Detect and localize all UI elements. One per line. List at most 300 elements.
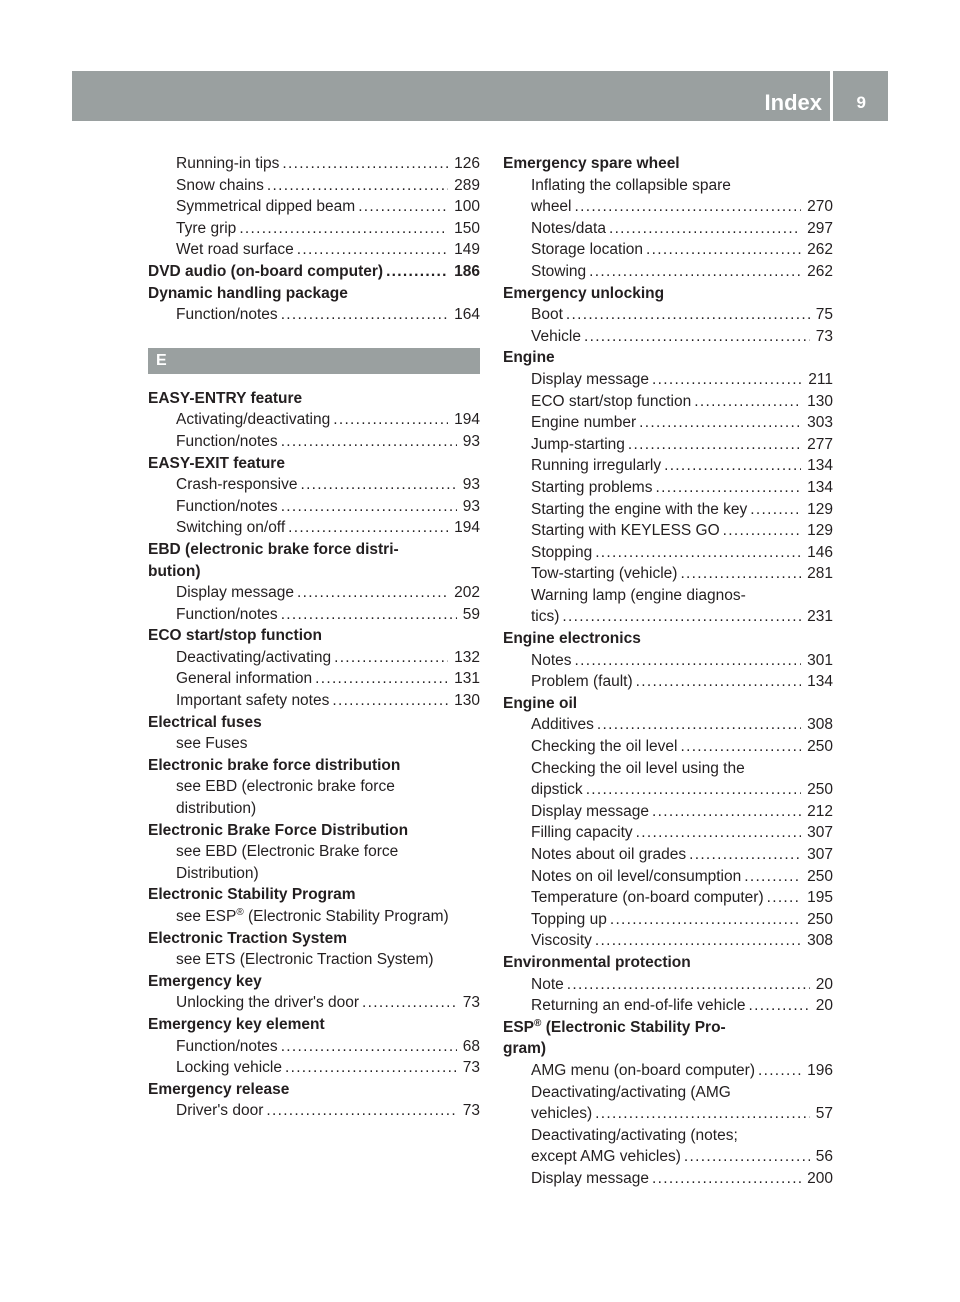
entry-label: Snow chains [176, 176, 264, 194]
dot-leader [281, 604, 457, 626]
dot-leader [567, 974, 810, 996]
page-reference[interactable]: 270 [807, 198, 833, 216]
entry-label: Locking vehicle [176, 1059, 282, 1077]
entry-label: Display message [176, 584, 295, 602]
index-heading [503, 283, 833, 305]
page-reference[interactable]: 134 [807, 673, 833, 691]
index-subentry [503, 520, 833, 542]
dot-leader [282, 153, 448, 175]
entry-text [148, 541, 399, 558]
entry-label: Inflating the collapsible spare [531, 176, 731, 194]
page-reference[interactable]: 93 [462, 476, 480, 494]
entry-label: Deactivating/activating (notes; [531, 1126, 738, 1144]
index-subentry [503, 391, 833, 413]
index-subentry [148, 1100, 480, 1122]
index-subentry [503, 412, 833, 434]
entry-text [176, 474, 300, 496]
entry-text [531, 391, 694, 413]
index-subentry [503, 995, 833, 1017]
page-reference[interactable]: 281 [807, 565, 833, 583]
dot-leader [297, 239, 448, 261]
entry-label: Additives [531, 716, 594, 734]
dot-leader [610, 909, 801, 931]
entry-text [531, 196, 575, 218]
entry-text [176, 800, 256, 817]
index-heading [148, 261, 480, 283]
index-subentry [503, 1060, 833, 1082]
page-reference[interactable]: 250 [807, 867, 833, 885]
page-reference[interactable]: 132 [454, 648, 480, 666]
entry-label: Warning lamp (engine diagnos- [531, 586, 746, 604]
entry-text [531, 587, 746, 604]
header-bar [72, 71, 888, 121]
entry-label: Switching on/off [176, 519, 286, 537]
entry-text [148, 1081, 289, 1098]
entry-label: Display message [531, 370, 650, 388]
dot-leader [646, 239, 801, 261]
entry-label: ESP [503, 1018, 535, 1036]
entry-text [531, 909, 610, 931]
entry-label: gram) [503, 1040, 547, 1058]
dot-leader [664, 455, 801, 477]
entry-label: Notes about oil grades [531, 846, 687, 863]
entry-text [176, 496, 281, 518]
entry-text [531, 1146, 684, 1168]
entry-label: Starting the engine with the key [531, 500, 748, 518]
index-subentry [148, 517, 480, 539]
index-subentry [503, 1168, 833, 1190]
dot-leader [589, 261, 801, 283]
index-heading [503, 952, 833, 974]
index-subentry [503, 909, 833, 931]
index-subentry [148, 690, 480, 712]
entry-text [176, 431, 281, 453]
entry-text [531, 1103, 595, 1125]
entry-label: Emergency release [148, 1080, 290, 1098]
entry-label: Symmetrical dipped beam [176, 198, 356, 216]
dot-leader [655, 477, 801, 499]
entry-label: Problem (fault) [531, 673, 633, 691]
entry-text [148, 261, 386, 283]
dot-leader [584, 326, 810, 348]
index-subentry [148, 798, 480, 820]
page-reference[interactable]: 150 [454, 219, 480, 237]
page-reference[interactable]: 164 [454, 306, 480, 324]
index-subentry [503, 844, 833, 866]
page-reference[interactable]: 262 [807, 262, 833, 280]
entry-text [176, 865, 259, 882]
page-reference[interactable]: 75 [815, 306, 833, 324]
entry-text [531, 844, 689, 866]
entry-text [531, 1168, 652, 1190]
entry-text [148, 455, 285, 472]
entry-text [531, 866, 744, 888]
dot-leader [358, 196, 448, 218]
entry-label: Notes on oil level/consumption [531, 867, 742, 885]
index-heading [503, 153, 833, 175]
dot-leader [652, 369, 802, 391]
index-subentry [503, 455, 833, 477]
index-subentry [148, 239, 480, 261]
entry-text [176, 304, 281, 326]
entry-label: vehicles) [531, 1105, 593, 1123]
index-subentry [148, 604, 480, 626]
index-subentry [503, 650, 833, 672]
page-reference[interactable]: 20 [815, 997, 833, 1015]
entry-text [176, 218, 239, 240]
entry-label: Notes [531, 651, 572, 669]
page-reference[interactable]: 297 [807, 219, 833, 237]
dot-leader [281, 304, 448, 326]
dot-leader [744, 866, 801, 888]
entry-text [176, 690, 332, 712]
dot-leader [281, 431, 457, 453]
entry-text [148, 757, 400, 774]
entry-text [531, 760, 745, 777]
entry-label: Electronic Traction System [148, 929, 347, 947]
page-reference[interactable]: 93 [462, 497, 480, 515]
dot-leader [562, 606, 801, 628]
entry-text [531, 1084, 731, 1101]
page-reference[interactable]: 149 [454, 241, 480, 259]
index-group-d [148, 153, 480, 326]
entry-text [176, 582, 297, 604]
entry-label: Emergency key [148, 972, 262, 990]
entry-label: Function/notes [176, 497, 278, 515]
entry-text [176, 239, 297, 261]
entry-label: Function/notes [176, 432, 278, 450]
entry-text [503, 695, 577, 712]
index-heading [148, 820, 480, 842]
entry-label: Tyre grip [176, 219, 237, 237]
dot-leader [694, 391, 801, 413]
dot-leader [597, 714, 801, 736]
index-subentry [503, 974, 833, 996]
index-subentry [148, 409, 480, 431]
dot-leader [386, 261, 448, 283]
index-group-e-continued [503, 153, 833, 1190]
entry-label: Display message [531, 802, 650, 820]
entry-text [148, 1016, 325, 1033]
dot-leader [566, 304, 810, 326]
entry-label: Temperature (on-board computer) [531, 889, 764, 907]
page-reference[interactable]: 301 [807, 651, 833, 669]
page-reference[interactable]: 134 [807, 478, 833, 496]
dot-leader [758, 1060, 801, 1082]
entry-text [176, 604, 281, 626]
entry-text [176, 778, 395, 795]
entry-text [531, 434, 628, 456]
page-reference[interactable]: 212 [807, 802, 833, 820]
page-reference[interactable]: 195 [807, 889, 833, 907]
dot-leader [652, 801, 801, 823]
page-reference[interactable]: 250 [807, 781, 833, 799]
page-reference[interactable]: 68 [462, 1037, 480, 1055]
entry-text [531, 499, 750, 521]
dot-leader [300, 474, 456, 496]
page-reference[interactable]: 308 [807, 716, 833, 734]
entry-label: Emergency key element [148, 1015, 325, 1033]
entry-text [531, 304, 566, 326]
entry-label: Engine electronics [503, 630, 641, 648]
entry-text [531, 563, 680, 585]
entry-label: Electronic Stability Program [148, 886, 356, 904]
page-reference[interactable]: 186 [454, 262, 480, 280]
page-reference[interactable]: 194 [454, 519, 480, 537]
entry-label: Deactivating/activating [176, 648, 332, 666]
index-subentry [148, 1057, 480, 1079]
dot-leader [586, 779, 801, 801]
index-subentry [148, 431, 480, 453]
entry-label: EASY-EXIT feature [148, 454, 285, 472]
entry-label: Function/notes [176, 306, 278, 324]
dot-leader [575, 650, 802, 672]
page-reference[interactable]: 93 [462, 432, 480, 450]
entry-label: DVD audio (on-board computer) [148, 262, 384, 280]
dot-leader [266, 1100, 456, 1122]
entry-text [531, 736, 680, 758]
entry-text [176, 517, 288, 539]
index-heading [148, 539, 480, 561]
page-reference[interactable]: 129 [807, 500, 833, 518]
page-reference[interactable]: 202 [454, 584, 480, 602]
dot-leader [315, 668, 448, 690]
page-reference[interactable]: 130 [454, 692, 480, 710]
page-reference[interactable]: 250 [807, 738, 833, 756]
page-reference[interactable]: 303 [807, 414, 833, 432]
entry-label: ECO start/stop function [148, 627, 322, 645]
index-heading [148, 625, 480, 647]
index-subentry [503, 369, 833, 391]
page-reference[interactable]: 196 [807, 1061, 833, 1079]
entry-label: Function/notes [176, 605, 278, 623]
entry-text [531, 930, 595, 952]
page-reference[interactable]: 250 [807, 910, 833, 928]
entry-label-continued: (Electronic Stability Program) [243, 908, 449, 925]
index-subentry [148, 496, 480, 518]
page-reference[interactable]: 73 [815, 327, 833, 345]
index-subentry [503, 822, 833, 844]
index-heading [148, 283, 480, 305]
index-heading [148, 388, 480, 410]
index-subentry [503, 866, 833, 888]
entry-text [531, 218, 609, 240]
dot-leader [680, 736, 801, 758]
dot-leader [767, 887, 802, 909]
index-column-right [503, 153, 833, 1190]
page-reference[interactable]: 307 [807, 824, 833, 842]
index-heading [503, 1038, 833, 1060]
entry-text [176, 908, 449, 925]
entry-text [503, 1040, 546, 1057]
entry-label: bution) [148, 562, 201, 580]
entry-text [531, 801, 652, 823]
dot-leader [652, 1168, 801, 1190]
page-reference[interactable]: 200 [807, 1169, 833, 1187]
page-reference[interactable]: 146 [807, 543, 833, 561]
dot-leader [575, 196, 802, 218]
entry-label: Running irregularly [531, 457, 662, 475]
entry-text [531, 261, 589, 283]
entry-label: Filling capacity [531, 824, 633, 842]
index-heading [148, 755, 480, 777]
entry-text [531, 671, 636, 693]
index-subentry [503, 326, 833, 348]
entry-text [531, 995, 749, 1017]
entry-text [176, 175, 267, 197]
entry-label: Tow-starting (vehicle) [531, 565, 678, 583]
entry-label: distribution) [176, 800, 257, 818]
page-reference[interactable]: 307 [807, 846, 833, 863]
page-reference[interactable]: 73 [462, 994, 480, 1012]
entry-text [148, 563, 201, 580]
entry-label: Function/notes [176, 1037, 278, 1055]
page-reference[interactable]: 20 [815, 975, 833, 993]
page-reference[interactable]: 289 [454, 176, 480, 194]
entry-label: Engine number [531, 414, 637, 432]
index-heading [503, 693, 833, 715]
index-subentry [503, 779, 833, 801]
page-reference[interactable]: 262 [807, 241, 833, 259]
index-subentry [148, 474, 480, 496]
entry-label: Checking the oil level using the [531, 759, 745, 777]
page-reference[interactable]: 308 [807, 932, 833, 950]
entry-label: Dynamic handling package [148, 284, 348, 302]
page-reference[interactable]: 57 [815, 1105, 833, 1123]
section-letter-bar [148, 348, 480, 374]
dot-leader [750, 499, 801, 521]
entry-label: Deactivating/activating (AMG [531, 1083, 731, 1101]
index-subentry [503, 736, 833, 758]
entry-text [176, 1036, 281, 1058]
entry-text [531, 606, 562, 628]
index-subentry [148, 153, 480, 175]
page-reference[interactable]: 59 [462, 605, 480, 623]
index-subentry [503, 239, 833, 261]
index-subentry [503, 304, 833, 326]
index-subentry [503, 477, 833, 499]
page-reference[interactable]: 134 [807, 457, 833, 475]
entry-text [503, 349, 555, 366]
entry-label: dipstick [531, 781, 583, 799]
page-reference[interactable]: 131 [454, 670, 480, 688]
index-subentry [148, 841, 480, 863]
entry-label: see Fuses [176, 735, 248, 753]
entry-text [503, 954, 691, 971]
entry-label: Activating/deactivating [176, 411, 331, 429]
dot-leader [636, 822, 801, 844]
page-reference[interactable]: 56 [815, 1148, 833, 1166]
index-subentry [148, 668, 480, 690]
index-subentry [503, 499, 833, 521]
entry-label: Unlocking the driver's door [176, 994, 360, 1012]
entry-text [176, 153, 282, 175]
entry-label: Electrical fuses [148, 713, 262, 731]
entry-label: Crash-responsive [176, 476, 298, 494]
page-reference[interactable]: 73 [462, 1059, 480, 1077]
entry-text [176, 409, 333, 431]
index-subentry [503, 758, 833, 780]
dot-leader [628, 434, 801, 456]
entry-label: see ETS (Electronic Traction System) [176, 951, 434, 969]
entry-label: Distribution) [176, 864, 259, 882]
entry-label: Emergency unlocking [503, 284, 665, 302]
index-heading [503, 628, 833, 650]
entry-text [531, 455, 664, 477]
index-subentry [503, 261, 833, 283]
index-heading [148, 453, 480, 475]
entry-text [531, 177, 731, 194]
entry-text [176, 1057, 285, 1079]
page-reference[interactable]: 277 [807, 435, 833, 453]
index-subentry [148, 863, 480, 885]
entry-text [531, 239, 646, 261]
page-reference[interactable]: 126 [454, 155, 480, 172]
index-subentry [148, 196, 480, 218]
entry-text [176, 1100, 266, 1122]
page-reference[interactable]: 129 [807, 522, 833, 540]
dot-leader [723, 520, 801, 542]
entry-text [531, 477, 655, 499]
entry-text [531, 542, 595, 564]
index-subentry [503, 801, 833, 823]
entry-text [531, 779, 586, 801]
dot-leader [609, 218, 801, 240]
index-subentry [503, 1103, 833, 1125]
entry-text [176, 647, 334, 669]
entry-label-continued: (Electronic Stability Pro- [541, 1018, 726, 1036]
dot-leader [267, 175, 448, 197]
entry-text [503, 155, 680, 172]
entry-label: Jump-starting [531, 435, 625, 453]
dot-leader [595, 1103, 810, 1125]
entry-label: Checking the oil level [531, 738, 678, 756]
entry-label: Returning an end-of-life vehicle [531, 997, 746, 1015]
entry-label: Topping up [531, 910, 607, 928]
index-subentry [503, 563, 833, 585]
entry-label: see EBD (electronic brake force [176, 778, 395, 796]
entry-label: General information [176, 670, 313, 688]
header-divider [830, 71, 833, 121]
entry-text [176, 668, 315, 690]
index-column-left [148, 153, 480, 1122]
page-reference[interactable]: 211 [808, 370, 833, 388]
dot-leader [680, 563, 801, 585]
index-subentry [503, 671, 833, 693]
page-reference[interactable]: 73 [462, 1102, 480, 1120]
entry-label: Storage location [531, 241, 644, 259]
dot-leader [333, 409, 448, 431]
page-reference[interactable]: 130 [807, 392, 833, 410]
index-heading [503, 1017, 833, 1039]
page-reference[interactable]: 231 [807, 608, 833, 626]
dot-leader [239, 218, 448, 240]
entry-text [176, 843, 398, 860]
dot-leader [749, 995, 810, 1017]
index-heading [148, 1014, 480, 1036]
index-subentry [503, 1082, 833, 1104]
index-subentry [148, 992, 480, 1014]
entry-text [148, 285, 348, 302]
page-reference[interactable]: 194 [454, 411, 480, 429]
index-heading [148, 1079, 480, 1101]
index-subentry [148, 733, 480, 755]
page-reference[interactable]: 100 [454, 198, 480, 216]
index-heading [148, 712, 480, 734]
page-number: 9 [856, 93, 866, 112]
entry-text [503, 1019, 726, 1036]
index-subentry [148, 647, 480, 669]
